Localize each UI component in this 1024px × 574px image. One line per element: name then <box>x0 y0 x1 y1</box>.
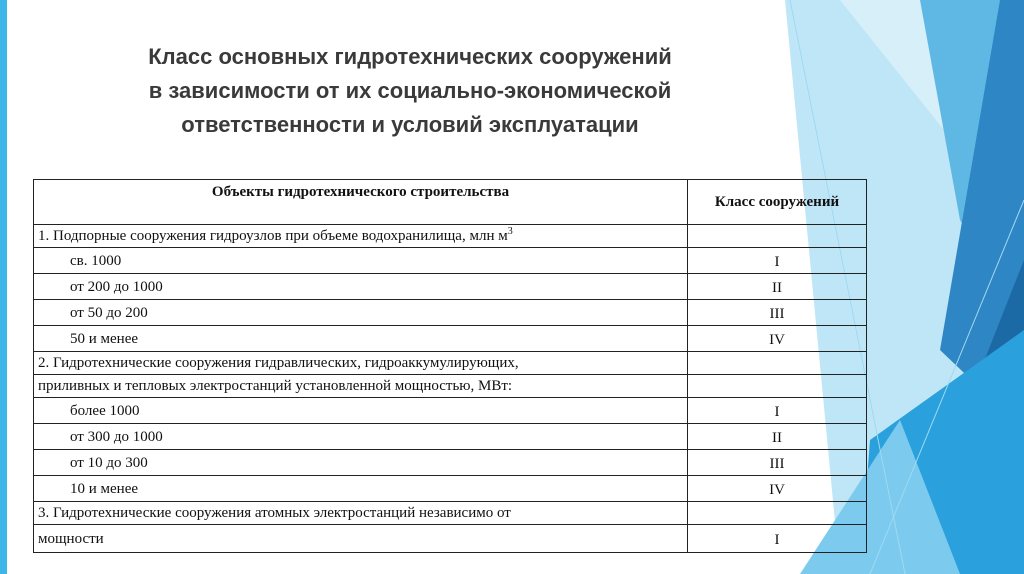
object-cell: от 10 до 300 <box>34 450 688 476</box>
table-header-row <box>34 180 867 225</box>
page-title <box>40 40 780 142</box>
object-cell: 50 и менее <box>34 326 688 352</box>
title-line-3: ответственности и условий эксплуатации <box>181 112 639 137</box>
section2-label-line2: приливных и тепловых электростанций установленной мощностью, МВт: <box>34 375 688 398</box>
object-cell: от 50 до 200 <box>34 300 688 326</box>
header-class: Класс сооружений <box>688 180 867 225</box>
table-row <box>34 326 867 352</box>
table-row <box>34 352 867 375</box>
class-cell: III <box>688 300 867 326</box>
table-row <box>34 274 867 300</box>
class-cell <box>688 225 867 248</box>
title-line-2: в зависимости от их социально-экономической <box>148 78 672 103</box>
table-row <box>34 248 867 274</box>
class-cell <box>688 502 867 525</box>
class-cell: IV <box>688 326 867 352</box>
table-row <box>34 225 867 248</box>
table-row <box>34 424 867 450</box>
object-cell: 10 и менее <box>34 476 688 502</box>
class-cell: III <box>688 450 867 476</box>
section3-label-line2: мощности <box>34 525 688 553</box>
header-objects: Объекты гидротехнического строительства <box>34 180 688 225</box>
class-cell: I <box>688 248 867 274</box>
table-row <box>34 398 867 424</box>
table-row <box>34 525 867 553</box>
title-line-1: Класс основных гидротехнических сооружений <box>148 44 672 69</box>
class-cell <box>688 352 867 375</box>
class-cell <box>688 375 867 398</box>
table-row <box>34 300 867 326</box>
classification-table-wrap <box>33 179 866 553</box>
object-cell: более 1000 <box>34 398 688 424</box>
class-cell: IV <box>688 476 867 502</box>
table-row <box>34 476 867 502</box>
section1-label-text: 1. Подпорные сооружения гидроузлов при объеме водохранилища, млн м <box>38 228 508 244</box>
classification-table <box>33 179 867 553</box>
section2-label-line1: 2. Гидротехнические сооружения гидравлических, гидроаккумулирующих, <box>34 352 688 375</box>
table-row <box>34 375 867 398</box>
object-cell: св. 1000 <box>34 248 688 274</box>
object-cell: от 300 до 1000 <box>34 424 688 450</box>
table-row <box>34 450 867 476</box>
section1-label <box>34 225 688 248</box>
object-cell: от 200 до 1000 <box>34 274 688 300</box>
section3-label-line1: 3. Гидротехнические сооружения атомных электростанций независимо от <box>34 502 688 525</box>
class-cell: I <box>688 398 867 424</box>
class-cell: II <box>688 424 867 450</box>
class-cell: II <box>688 274 867 300</box>
section1-unit-power: 3 <box>507 226 513 237</box>
class-cell: I <box>688 525 867 553</box>
table-row <box>34 502 867 525</box>
